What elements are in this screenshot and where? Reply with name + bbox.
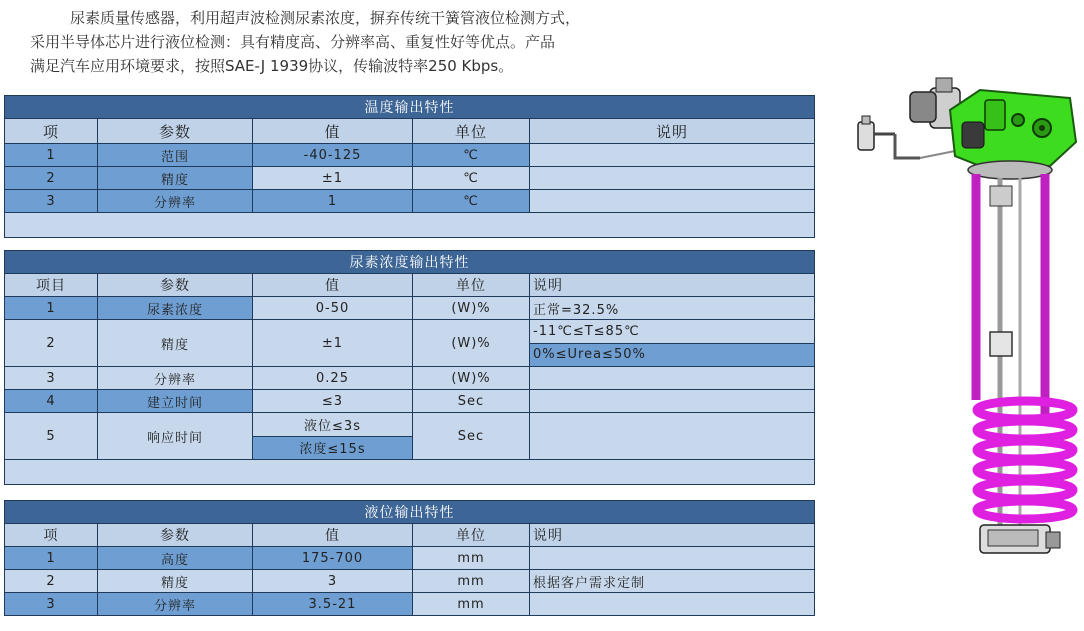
cell-param: 分辨率 bbox=[98, 593, 253, 616]
cell-note bbox=[530, 390, 815, 413]
heating-coil-icon bbox=[977, 401, 1073, 519]
cell-value: ≤3 bbox=[253, 390, 413, 413]
col-header-value: 值 bbox=[253, 274, 413, 297]
cell-param: 精度 bbox=[98, 570, 253, 593]
cell-value: -40-125 bbox=[253, 144, 413, 167]
cell-unit: mm bbox=[413, 570, 530, 593]
cell-value: ±1 bbox=[253, 167, 413, 190]
cell-note: 根据客户需求定制 bbox=[530, 570, 815, 593]
cell-no: 4 bbox=[5, 390, 98, 413]
cell-unit: (W)% bbox=[413, 367, 530, 390]
cell-unit: ℃ bbox=[413, 167, 530, 190]
cell-value: 0.25 bbox=[253, 367, 413, 390]
table-spacer bbox=[5, 213, 815, 238]
liquid-level-spec-table bbox=[4, 500, 815, 616]
table-row bbox=[5, 367, 815, 390]
cell-no: 3 bbox=[5, 367, 98, 390]
cell-no: 2 bbox=[5, 320, 98, 367]
cell-no: 3 bbox=[5, 593, 98, 616]
col-header-note: 说明 bbox=[530, 524, 815, 547]
urea-table-title: 尿素浓度输出特性 bbox=[5, 251, 815, 274]
col-header-note: 说明 bbox=[530, 119, 815, 144]
table-row bbox=[5, 547, 815, 570]
cell-value: 0-50 bbox=[253, 297, 413, 320]
col-header-param: 参数 bbox=[98, 524, 253, 547]
col-header-unit: 单位 bbox=[413, 274, 530, 297]
cell-value-level: 液位≤3s bbox=[253, 413, 413, 437]
cell-note: 正常=32.5% bbox=[530, 297, 815, 320]
cell-unit: (W)% bbox=[413, 320, 530, 367]
cell-note-urea-range: 0%≤Urea≤50% bbox=[530, 343, 815, 367]
cell-param: 精度 bbox=[98, 320, 253, 367]
cell-no: 5 bbox=[5, 413, 98, 460]
cell-note-temp-range: -11℃≤T≤85℃ bbox=[530, 320, 815, 344]
cell-note bbox=[530, 367, 815, 390]
cell-no: 2 bbox=[5, 167, 98, 190]
urea-concentration-spec-table bbox=[4, 250, 815, 485]
col-header-note: 说明 bbox=[530, 274, 815, 297]
cell-value-concentration: 浓度≤15s bbox=[253, 436, 413, 460]
sensor-probe-icon bbox=[980, 525, 1060, 553]
col-header-param: 参数 bbox=[98, 119, 253, 144]
cell-unit: ℃ bbox=[413, 144, 530, 167]
table-row bbox=[5, 144, 815, 167]
cell-unit: (W)% bbox=[413, 297, 530, 320]
table-row bbox=[5, 297, 815, 320]
cell-param: 尿素浓度 bbox=[98, 297, 253, 320]
cell-note bbox=[530, 144, 815, 167]
cell-note bbox=[530, 167, 815, 190]
cell-unit: Sec bbox=[413, 390, 530, 413]
cell-unit: Sec bbox=[413, 413, 530, 460]
cell-value: 1 bbox=[253, 190, 413, 213]
cell-unit: mm bbox=[413, 593, 530, 616]
cell-unit: mm bbox=[413, 547, 530, 570]
cell-note bbox=[530, 190, 815, 213]
table-row bbox=[5, 167, 815, 190]
urea-sensor-illustration bbox=[850, 70, 1080, 570]
cell-param: 建立时间 bbox=[98, 390, 253, 413]
col-header-no: 项 bbox=[5, 524, 98, 547]
col-header-no: 项 bbox=[5, 119, 98, 144]
level-table-title: 液位输出特性 bbox=[5, 501, 815, 524]
cell-value: 175-700 bbox=[253, 547, 413, 570]
cell-param: 分辨率 bbox=[98, 190, 253, 213]
cell-value: ±1 bbox=[253, 320, 413, 367]
sensor-head-icon bbox=[910, 78, 1076, 179]
cell-no: 1 bbox=[5, 297, 98, 320]
intro-line-2: 采用半导体芯片进行液位检测：具有精度高、分辨率高、重复性好等优点。产品 bbox=[30, 33, 556, 51]
cell-param: 高度 bbox=[98, 547, 253, 570]
cell-no: 2 bbox=[5, 570, 98, 593]
table-row bbox=[5, 413, 815, 437]
cell-no: 1 bbox=[5, 144, 98, 167]
table-row bbox=[5, 320, 815, 344]
col-header-unit: 单位 bbox=[413, 524, 530, 547]
col-header-value: 值 bbox=[253, 524, 413, 547]
col-header-param: 参数 bbox=[98, 274, 253, 297]
intro-line-1: 尿素质量传感器，利用超声波检测尿素浓度，摒弃传统干簧管液位检测方式， bbox=[70, 9, 581, 27]
table-spacer bbox=[5, 460, 815, 485]
cell-value: 3 bbox=[253, 570, 413, 593]
temperature-table-title: 温度输出特性 bbox=[5, 96, 815, 119]
intro-line-3: 满足汽车应用环境要求，按照SAE-J 1939协议，传输波特率250 Kbps。 bbox=[30, 57, 514, 75]
cell-value: 3.5-21 bbox=[253, 593, 413, 616]
cell-note bbox=[530, 413, 815, 460]
cell-param: 分辨率 bbox=[98, 367, 253, 390]
table-row bbox=[5, 190, 815, 213]
col-header-no: 项目 bbox=[5, 274, 98, 297]
table-row bbox=[5, 593, 815, 616]
table-row bbox=[5, 570, 815, 593]
cell-param: 范围 bbox=[98, 144, 253, 167]
cell-unit: ℃ bbox=[413, 190, 530, 213]
col-header-value: 值 bbox=[253, 119, 413, 144]
cell-param: 精度 bbox=[98, 167, 253, 190]
col-header-unit: 单位 bbox=[413, 119, 530, 144]
cell-note bbox=[530, 593, 815, 616]
cell-note bbox=[530, 547, 815, 570]
cell-no: 3 bbox=[5, 190, 98, 213]
temperature-spec-table bbox=[4, 95, 815, 238]
cell-no: 1 bbox=[5, 547, 98, 570]
intro-text bbox=[30, 6, 750, 78]
cell-param: 响应时间 bbox=[98, 413, 253, 460]
table-row bbox=[5, 390, 815, 413]
